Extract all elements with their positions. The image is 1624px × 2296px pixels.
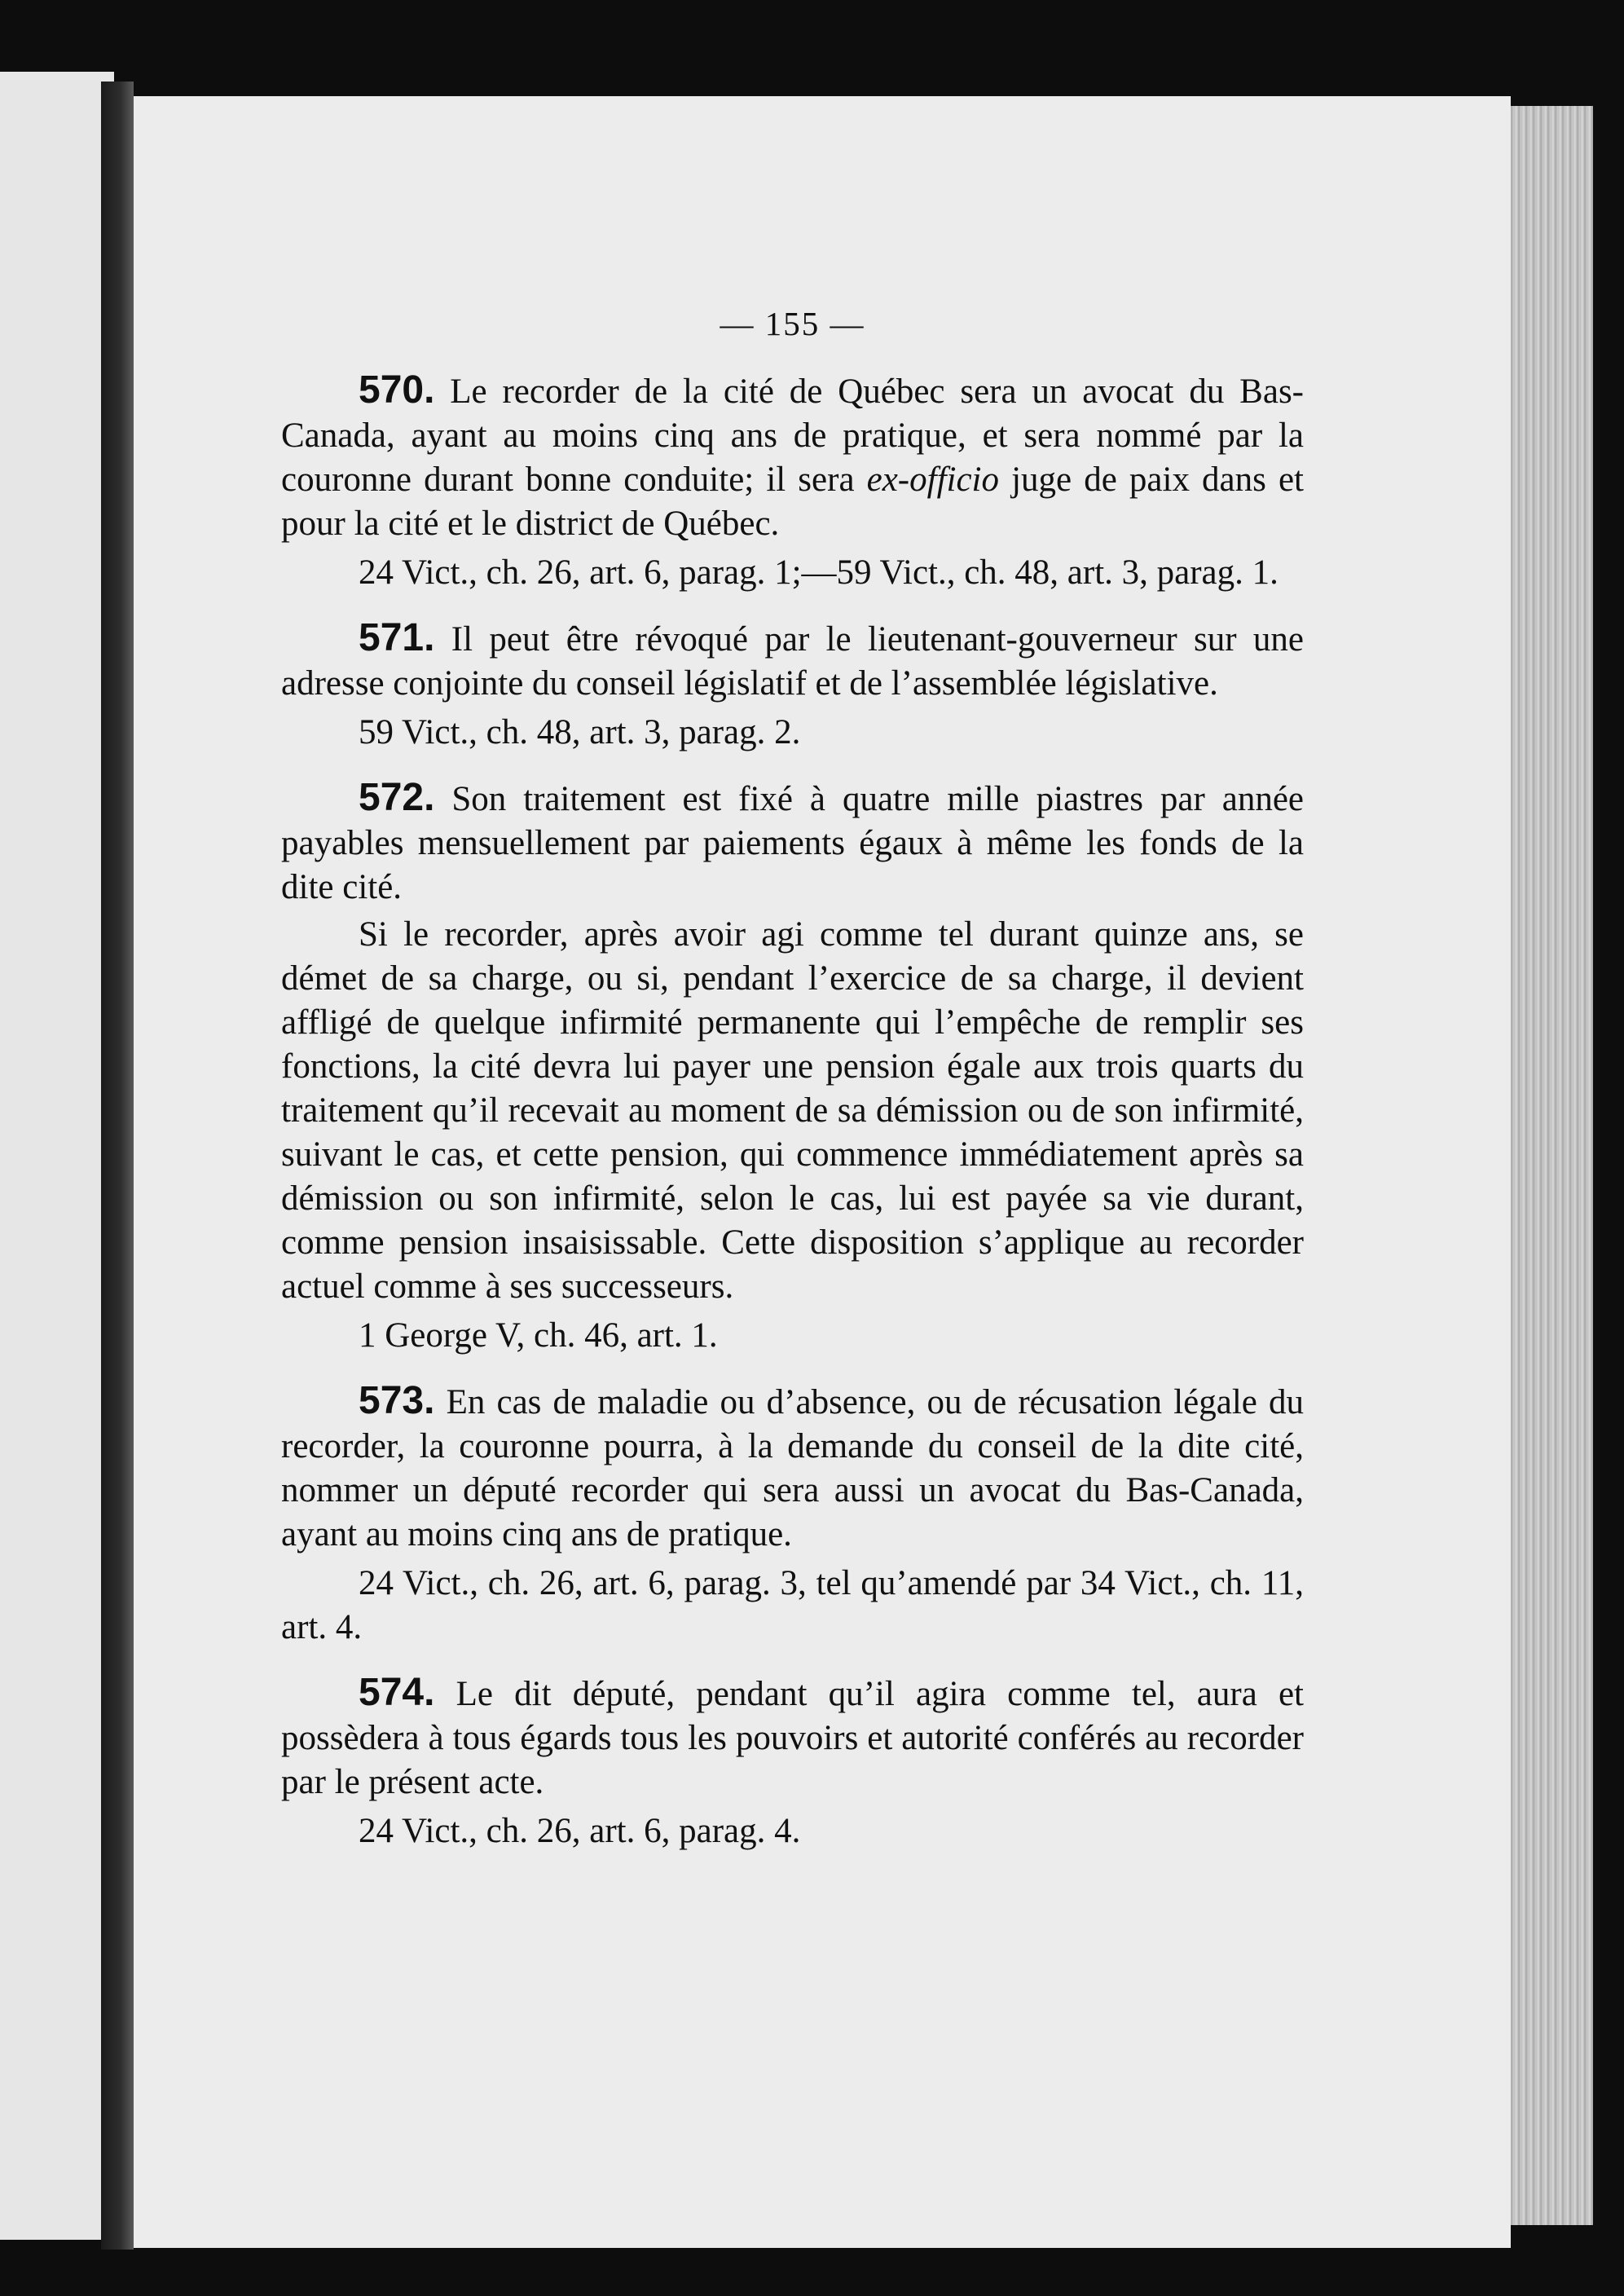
article-text: Le recorder de la cité de Québec sera un avocat du Bas-Canada, ayant au moins cinq ans de pratique, et sera nommé par la couronne durant bonne conduite; il sera [281, 372, 1304, 499]
article-573 [281, 1379, 1304, 1557]
article-text: Le dit député, pendant qu’il agira comme tel, aura et possèdera à tous égards tous les pouvoirs et autorité conférés au recorder par le présent acte. [281, 1675, 1304, 1801]
article-number: 574. [359, 1671, 435, 1714]
article-text: juge de paix dans et pour la cité et le district de Québec. [281, 461, 1304, 543]
citation-570: 24 Vict., ch. 26, art. 6, parag. 1;—59 Vict., ch. 48, art. 3, parag. 1. [359, 553, 1279, 592]
article-number: 570. [359, 368, 435, 412]
article-text-italic: ex-officio [866, 461, 1000, 499]
article-number: 571. [359, 616, 435, 659]
article-text: Son traitement est fixé à quatre mille piastres par année payables mensuellement par paiements égaux à même les fonds de la dite cité. [281, 780, 1304, 906]
facing-page-edge [0, 72, 114, 2240]
article-571 [281, 616, 1304, 706]
citation-574: 24 Vict., ch. 26, art. 6, parag. 4. [359, 1812, 801, 1850]
page-number: — 155 — [720, 305, 865, 342]
page-text [281, 302, 1304, 1875]
citation-572: 1 George V, ch. 46, art. 1. [359, 1316, 718, 1355]
article-572-paragraph-2: Si le recorder, après avoir agi comme tel durant quinze ans, se démet de sa charge, ou si, pendant l’exercice de sa charge, il devient affligé de quelque infirmité permanente qui l’empêche de remplir ses fonctions, la cité devra lui payer une pension égale aux trois quarts du traitement qu’il recevait au moment de sa démission ou de son infirmité, suivant le cas, et cette pension, qui commence immédiatement après sa démission ou son infirmité, selon le cas, lui est payée sa vie durant, comme pension insaisissable. Cette disposition s’applique au recorder actuel comme à ses successeurs. [281, 915, 1304, 1306]
article-text: En cas de maladie ou d’absence, ou de récusation légale du recorder, la couronne pourra, à la demande du conseil de la dite cité, nommer un député recorder qui sera aussi un avocat du Bas-Canada, ayant au moins cinq ans de pratique. [281, 1383, 1304, 1553]
citation-573: 24 Vict., ch. 26, art. 6, parag. 3, tel qu’amendé par 34 Vict., ch. 11, art. 4. [281, 1564, 1304, 1646]
article-number: 573. [359, 1379, 435, 1422]
article-570 [281, 368, 1304, 546]
article-574 [281, 1671, 1304, 1805]
citation-571: 59 Vict., ch. 48, art. 3, parag. 2. [359, 713, 801, 751]
article-number: 572. [359, 776, 435, 819]
page-stack-edge [1499, 106, 1593, 2225]
article-text: Il peut être révoqué par le lieutenant-gouverneur sur une adresse conjointe du conseil législatif et de l’assemblée législative. [281, 620, 1304, 703]
book-binding [101, 82, 134, 2250]
article-572 [281, 776, 1304, 910]
